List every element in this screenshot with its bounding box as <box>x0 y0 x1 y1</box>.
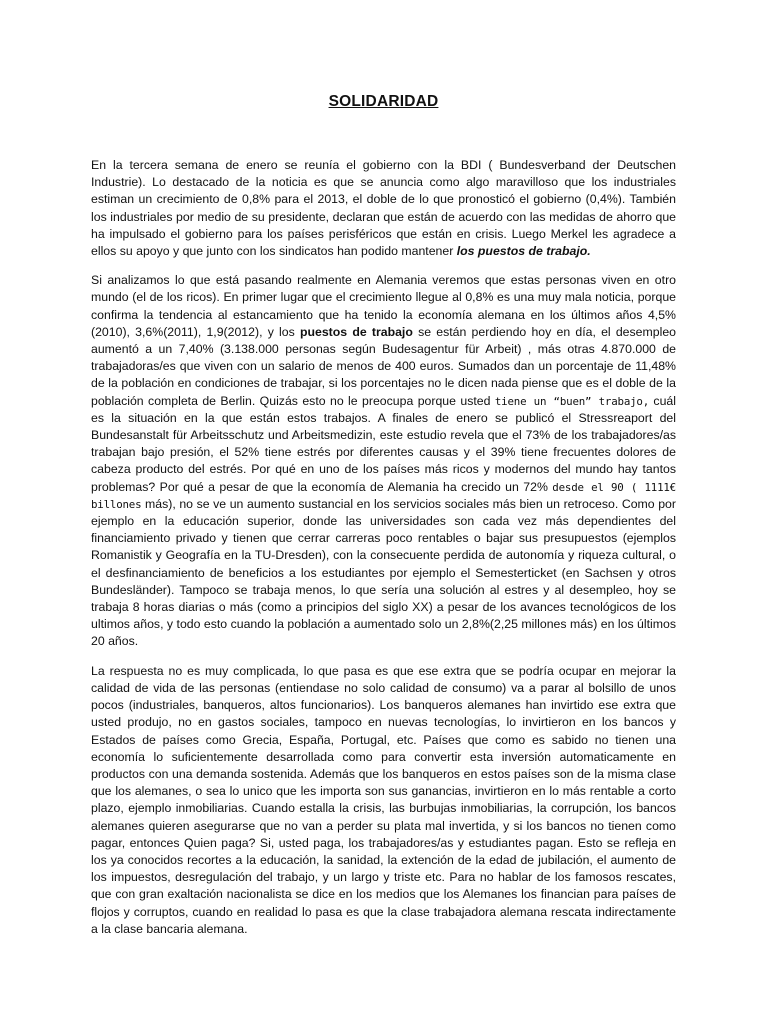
paragraph-2-part-3: cuál es la situación en la que están estos trabajos. A finales de enero se publicó el Stressreaport del Bundesanstalt für Arbeitsschutz und Arbeitsmedizin, este estudio revela que el 73% de los trabajadores/as trabajan bajo presión, el 52% tiene estrés por diferentes causas y el 39% tiene frecuentes dolores de cabeza producto del estrés. Por qué en uno de los países más ricos y modernos del mundo hay tantos problemas? Por qué a pesar de que la economía de Alemania ha crecido un 72% <box>91 393 676 494</box>
paragraph-2 <box>91 272 676 650</box>
paragraph-2-part-2: se están perdiendo hoy en día, el desempleo aumentó a un 7,40% (3.138.000 personas según Budesagentur für Arbeit) , más otras 4.870.000 de trabajadoras/es que viven con un salario de menos de 400 euros. Sumados dan un porcentaje de 11,48% de la población en condiciones de trabajar, si los porcentajes no le dicen nada piense que es el doble de la población completa de Berlin. Quizás esto no le preocupa porque usted <box>91 324 676 408</box>
document-page <box>91 0 676 938</box>
paragraph-2-bold-phrase: puestos de trabajo <box>299 324 413 339</box>
paragraph-2-part-1: Si analizamos lo que está pasando realmente en Alemania veremos que estas personas viven en otro mundo (el de los ricos). En primer lugar que el crecimiento llegue al 0,8% es una muy mala noticia, porque confirma la tendencia al estancamiento que ha tenido la economía alemana en los últimos años 4,5%(2010), 3,6%(2011), 1,9(2012), y los <box>91 273 676 339</box>
paragraph-2-part-4: más), no se ve un aumento sustancial en los servicios sociales más bien un retroceso. Como por ejemplo en la educación superior, donde las universidades son cada vez más dependientes del financiamiento privado y tienen que cerrar carreras poco rentables o bajar sus presupuestos (ejemplos Romanistik y Geografía en la TU-Dresden), con la consecuente perdida de autonomía y riqueza cultural, o el desfinanciamiento de beneficios a los estudiantes por ejemplo el Semesterticket (en Sachsen y otros Bundesländer). Tampoco se trabaja menos, lo que sería una solución al estres y al desempleo, hoy se trabaja 8 horas diarias o más (como a principios del siglo XX) a pesar de los avances tecnológicos de los ultimos años, y todo esto cuando la población a aumentado solo un 2,8%(2,25 millones más) en los últimos 20 años. <box>91 496 676 649</box>
paragraph-1-emphasis: los puestos de trabajo. <box>456 244 591 259</box>
document-title: SOLIDARIDAD <box>328 93 439 110</box>
paragraph-2-mono-phrase-1: tiene un “buen” trabajo, <box>494 394 650 408</box>
paragraph-1 <box>91 157 676 260</box>
paragraph-2-mono-phrase-2: desde el 90 ( 1111€ billones <box>91 480 676 511</box>
paragraph-3: La respuesta no es muy complicada, lo que pasa es que ese extra que se podría ocupar en mejorar la calidad de vida de las personas (entiendase no solo calidad de consumo) va a parar al bolsillo de unos pocos (industriales, banqueros, altos funcionarios). Los banqueros alemanes han invirtido ese extra que usted produjo, no en gastos sociales, tampoco en nuevas tecnologías, lo invirtieron en los bancos y Estados de países como Grecia, España, Portugal, etc. Países que como es sabido no tienen una economía lo suficientemente desarrollada como para convertir esta inversión automaticamente en productos con una demanda sostenida. Además que los banqueros en estos países son de la misma clase que los alemanes, o sea lo unico que les importa son sus ganancias, invirtieron en lo más rentable a corto plazo, ejemplo inmobiliarias. Cuando estalla la crisis, las burbujas inmobiliarias, la corrupción, los bancos alemanes quieren asegurarse que no van a perder su plata mal invertida, y si los bancos no tienen como pagar, entonces Quien paga? Si, usted paga, los trabajadores/as y estudiantes pagan. Esto se refleja en los ya conocidos recortes a la educación, la sanidad, la extención de la edad de jubilación, el aumento de los impuestos, desregulación del trabajo, y un largo y triste etc. Para no hablar de los famosos rescates, que con gran exaltación nacionalista se dice en los medios que los Alemanes los financian para países de flojos y corruptos, cuando en realidad lo pasa es que la clase trabajadora alemana rescata indirectamente a la clase bancaria alemana. <box>91 663 676 936</box>
paragraph-1-text: En la tercera semana de enero se reunía el gobierno con la BDI ( Bundesverband der Deutschen Industrie). Lo destacado de la noticia es que se anuncia como algo maravilloso que los industriales estiman un crecimiento de 0,8% para el 2013, el doble de lo que pronosticó el gobierno (0,4%). También los industriales por medio de su presidente, declaran que están de acuerdo con las medidas de ahorro que ha impulsado el gobierno para los países perisféricos que están en crisis. Luego Merkel les agradece a ellos su apoyo y que junto con los sindicatos han podido mantener <box>91 158 676 259</box>
